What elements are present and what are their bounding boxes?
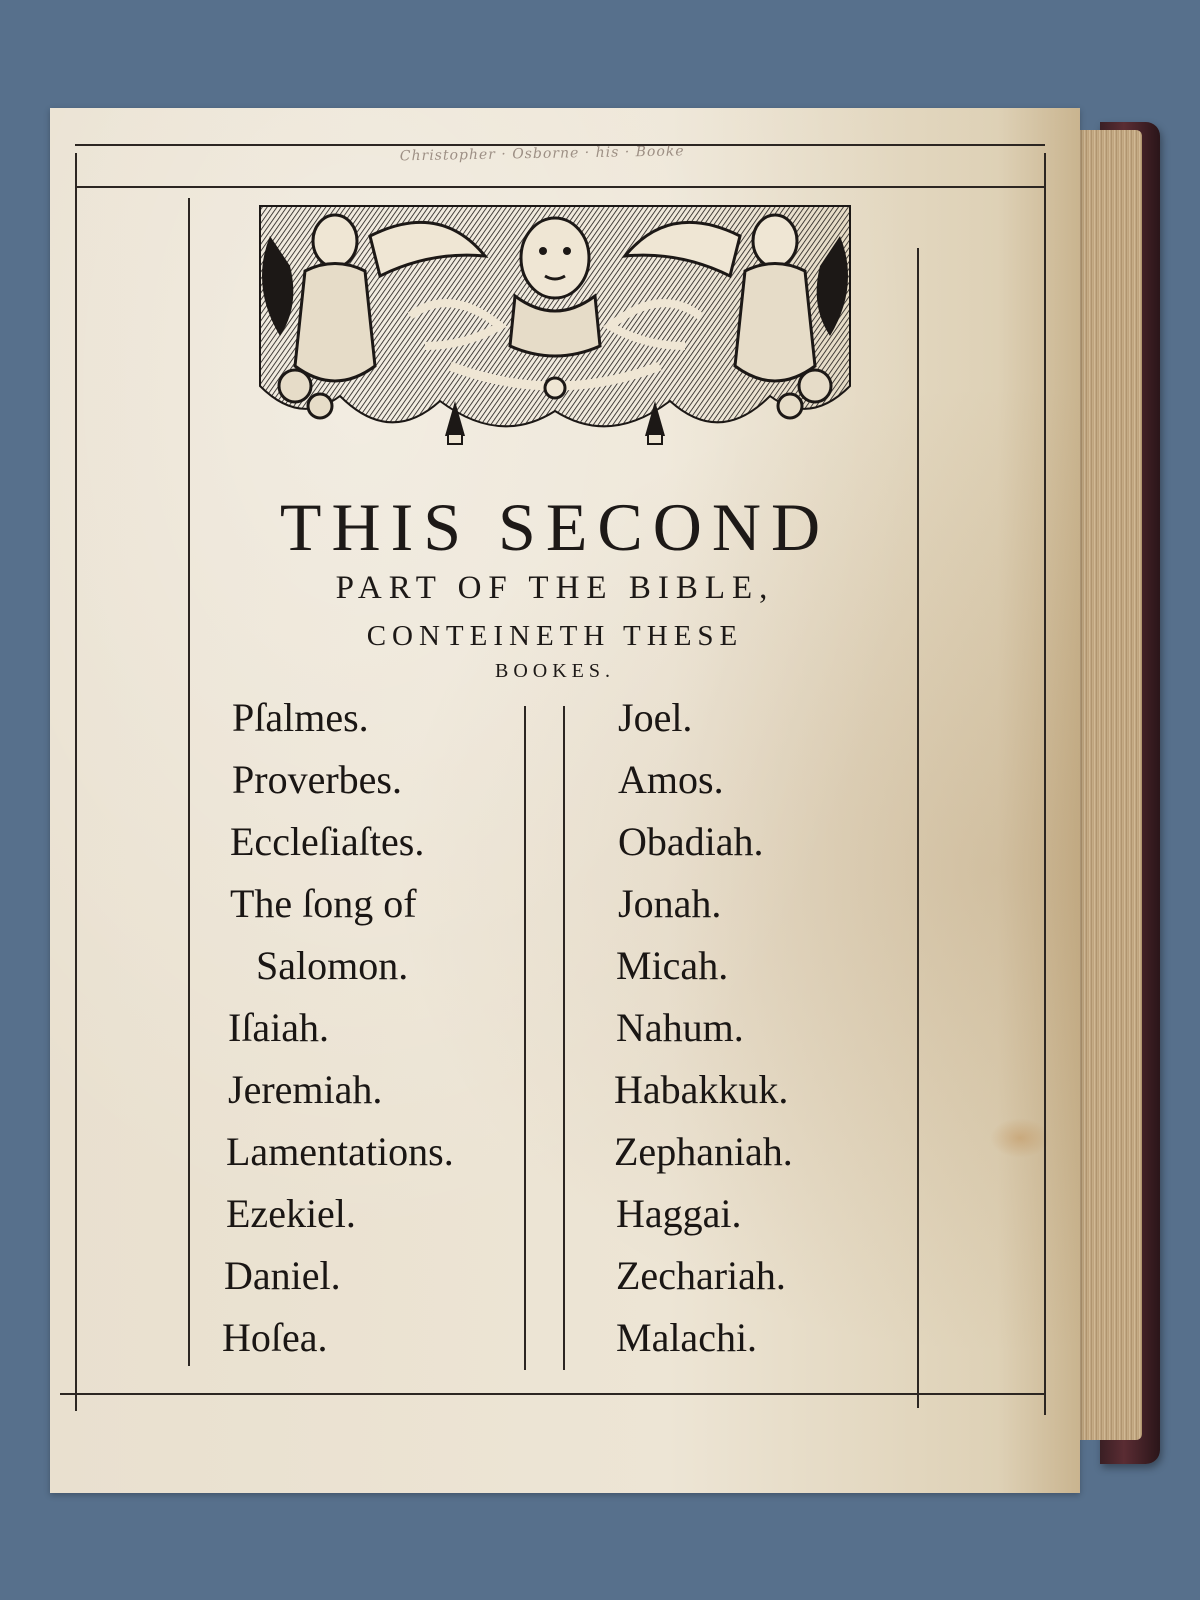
subtitle-line-2: CONTEINETH THESE (366, 620, 744, 652)
book-list-item: Zechariah. (616, 1253, 786, 1298)
book-list-item: Proverbes. (232, 757, 402, 802)
book-list-item: Ezekiel. (226, 1191, 356, 1236)
handwritten-inscription: Christopher · Osborne · his · Booke (399, 143, 685, 165)
book-list-item: Zephaniah. (614, 1129, 793, 1174)
paper-stain (990, 1118, 1050, 1158)
column-divider-rule (563, 706, 565, 1370)
book-list-item: Amos. (618, 757, 724, 802)
book (50, 108, 1160, 1493)
book-list-item: Jonah. (618, 881, 722, 926)
frame-rule-left (75, 153, 77, 1411)
frame-rule-bottom (60, 1393, 1045, 1395)
frame-rule-top-inner (75, 186, 1045, 188)
book-list-item: Obadiah. (618, 819, 764, 864)
book-list-item: Iſaiah. (228, 1005, 330, 1050)
book-list-item: Pſalmes. (232, 695, 369, 740)
book-list-item: Lamentations. (226, 1129, 454, 1174)
book-list-item: Hoſea. (222, 1315, 328, 1360)
inner-rule-left (188, 198, 190, 1366)
book-list-item: Daniel. (224, 1253, 341, 1298)
book-list-item: The ſong of (230, 881, 417, 926)
book-list-item: Nahum. (616, 1005, 744, 1050)
frame-rule-right (1044, 153, 1046, 1415)
subtitle-line-1: PART OF THE BIBLE, (335, 570, 775, 606)
subtitle-line-3: BOOKES. (494, 660, 615, 682)
book-list-item: Salomon. (256, 943, 409, 988)
book-list-item: Micah. (616, 943, 729, 988)
book-list-item: Jeremiah. (228, 1067, 383, 1112)
book-list-item: Joel. (618, 695, 693, 740)
book-list-item: Haggai. (616, 1191, 742, 1236)
column-divider-rule (524, 706, 526, 1370)
title-heading: THIS SECOND (279, 489, 831, 565)
inner-rule-right (917, 248, 919, 1408)
woodcut-headpiece-ornament (250, 196, 860, 458)
book-list-item: Eccleſiaſtes. (230, 819, 425, 864)
book-list-item: Habakkuk. (614, 1067, 789, 1112)
book-page (50, 108, 1080, 1493)
book-list-item: Malachi. (616, 1315, 758, 1360)
